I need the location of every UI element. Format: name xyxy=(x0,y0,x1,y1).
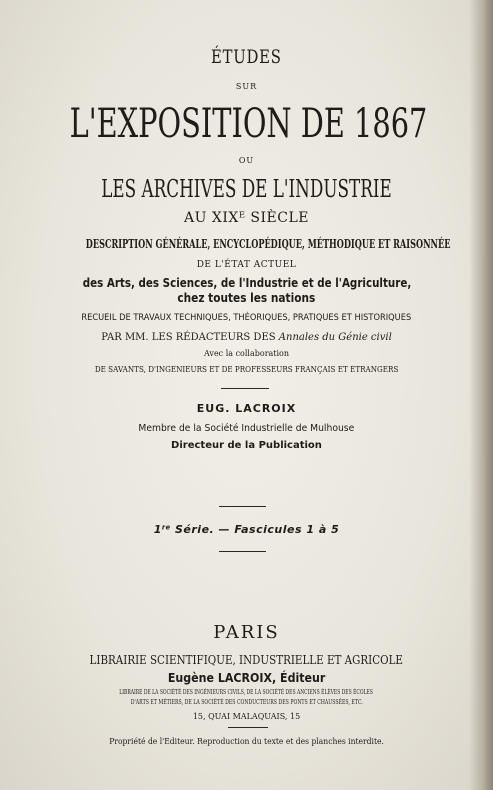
recueil-line: RECUEIL DE TRAVAUX TECHNIQUES, THÉORIQUES, PRATIQUES ET HISTORIQUES xyxy=(81,313,412,323)
series-line: 1re Série. — Fascicules 1 à 5 xyxy=(153,523,340,536)
editors-line: PAR MM. LES RÉDACTEURS DES Annales du Génie civil xyxy=(101,332,392,343)
heading-etudes: ÉTUDES xyxy=(211,46,282,68)
fields-line: des Arts, des Sciences, de l'Industrie et de l'Agriculture, xyxy=(82,276,411,290)
savants-line: DE SAVANTS, D'INGÉNIEURS ET DE PROFESSEURS FRANÇAIS ET ÉTRANGERS xyxy=(94,365,399,374)
divider-rule xyxy=(219,506,266,507)
author-role: Directeur de la Publication xyxy=(171,440,322,451)
description-line: DESCRIPTION GÉNÉRALE, ENCYCLOPÉDIQUE, MÉTHODIQUE ET RAISONNÉE xyxy=(85,237,451,251)
state-line: DE L'ÉTAT ACTUEL xyxy=(196,260,297,270)
collab-line: Avec la collaboration xyxy=(203,349,290,358)
city: PARIS xyxy=(213,622,280,643)
rights-notice: Propriété de l'Éditeur. Reproduction du texte et des planches interdite. xyxy=(109,737,384,746)
divider-rule xyxy=(228,727,268,728)
word-sur: SUR xyxy=(235,82,258,91)
author-name: EUG. LACROIX xyxy=(196,402,297,415)
publisher-line: LIBRAIRIE SCIENTIFIQUE, INDUSTRIELLE ET AGRICOLE xyxy=(89,653,404,667)
divider-rule xyxy=(219,551,266,552)
main-title: L'EXPOSITION DE 1867 xyxy=(69,101,428,147)
century-line: AU $XIX^E$ SIÈCLE xyxy=(184,209,309,226)
publisher-name: Eugène LACROIX, Éditeur xyxy=(167,671,326,685)
nations-line: chez toutes les nations xyxy=(177,291,316,305)
address: 15, QUAI MALAQUAIS, 15 xyxy=(192,712,301,721)
word-ou: OU xyxy=(238,156,255,165)
divider-rule xyxy=(221,388,269,389)
subtitle: LES ARCHIVES DE L'INDUSTRIE xyxy=(101,175,392,203)
publisher-affiliation-2: D'ARTS ET MÉTIERS, DE LA SOCIÉTÉ DES CONDUCTEURS DES PONTS ET CHAUSSÉES, ETC. xyxy=(130,699,363,706)
publisher-affiliation-1: LIBRAIRE DE LA SOCIÉTÉ DES INGÉNIEURS CIVILS, DE LA SOCIÉTÉ DES ANCIENS ÉLÈVES DES ÉCOLES xyxy=(119,689,374,696)
author-membership: Membre de la Société Industrielle de Mulhouse xyxy=(138,423,355,434)
